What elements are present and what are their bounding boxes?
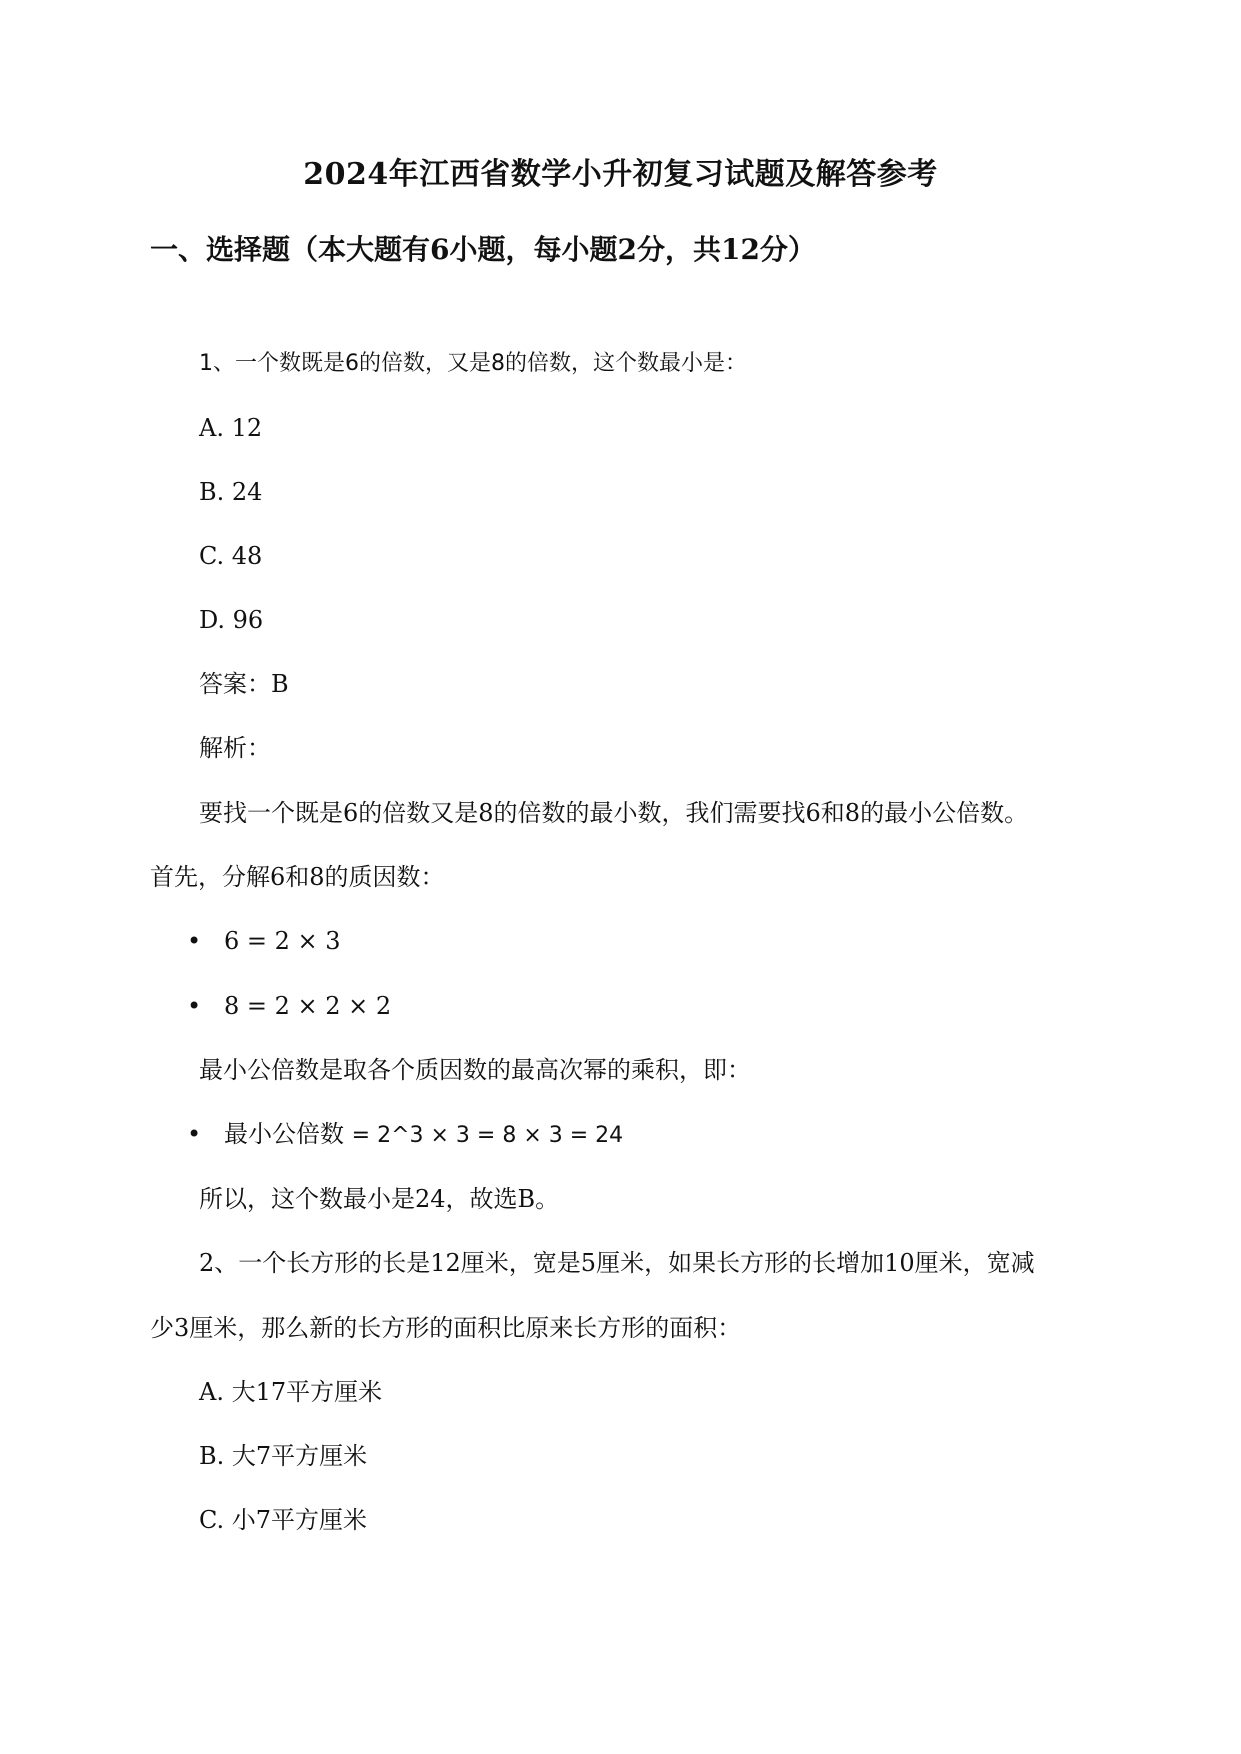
- bullet-dot-icon: •: [187, 992, 202, 1020]
- question-2-stem-cont: 少3厘米，那么新的长方形的面积比原来长方形的面积：: [150, 1314, 742, 1342]
- question-1-lcm-intro: 最小公倍数是取各个质因数的最高次幂的乘积，即：: [199, 1056, 751, 1084]
- bullet-dot-icon: •: [187, 927, 202, 955]
- question-1-option-c: C. 48: [199, 542, 263, 570]
- question-2-option-a: A. 大17平方厘米: [199, 1378, 383, 1406]
- bullet-dot-icon: •: [187, 1120, 202, 1148]
- bullet-item: [187, 988, 391, 1024]
- bullet-label: 最小公倍数: [224, 1120, 352, 1148]
- question-1-answer: 答案：B: [199, 670, 289, 698]
- question-1-stem: 1、一个数既是6的倍数，又是8的倍数，这个数最小是：: [199, 351, 747, 376]
- question-1-analysis-label: 解析：: [199, 734, 271, 762]
- question-2-stem: 2、一个长方形的长是12厘米，宽是5厘米，如果长方形的长增加10厘米，宽减: [199, 1249, 1035, 1277]
- document-title: 2024年江西省数学小升初复习试题及解答参考: [303, 157, 938, 192]
- question-1-analysis-text: 要找一个既是6的倍数又是8的倍数的最小数，我们需要找6和8的最小公倍数。: [199, 799, 1029, 827]
- question-1-option-d: D. 96: [199, 606, 264, 634]
- section-heading-multiple-choice: 一、选择题（本大题有6小题，每小题2分，共12分）: [150, 233, 816, 266]
- bullet-text: 8 = 2 × 2 × 2: [224, 992, 392, 1020]
- question-1-option-b: B. 24: [199, 478, 263, 506]
- bullet-text: 6 = 2 × 3: [224, 927, 341, 955]
- bullet-item: [187, 923, 341, 959]
- question-1-option-a: A. 12: [199, 414, 263, 442]
- bullet-formula: = 2^3 × 3 = 8 × 3 = 24: [351, 1123, 624, 1148]
- question-2-option-c: C. 小7平方厘米: [199, 1506, 368, 1534]
- question-2-option-b: B. 大7平方厘米: [199, 1442, 368, 1470]
- question-1-analysis-text-cont: 首先，分解6和8的质因数：: [150, 863, 445, 891]
- bullet-item: [187, 1116, 623, 1154]
- question-1-conclusion: 所以，这个数最小是24，故选B。: [199, 1185, 560, 1213]
